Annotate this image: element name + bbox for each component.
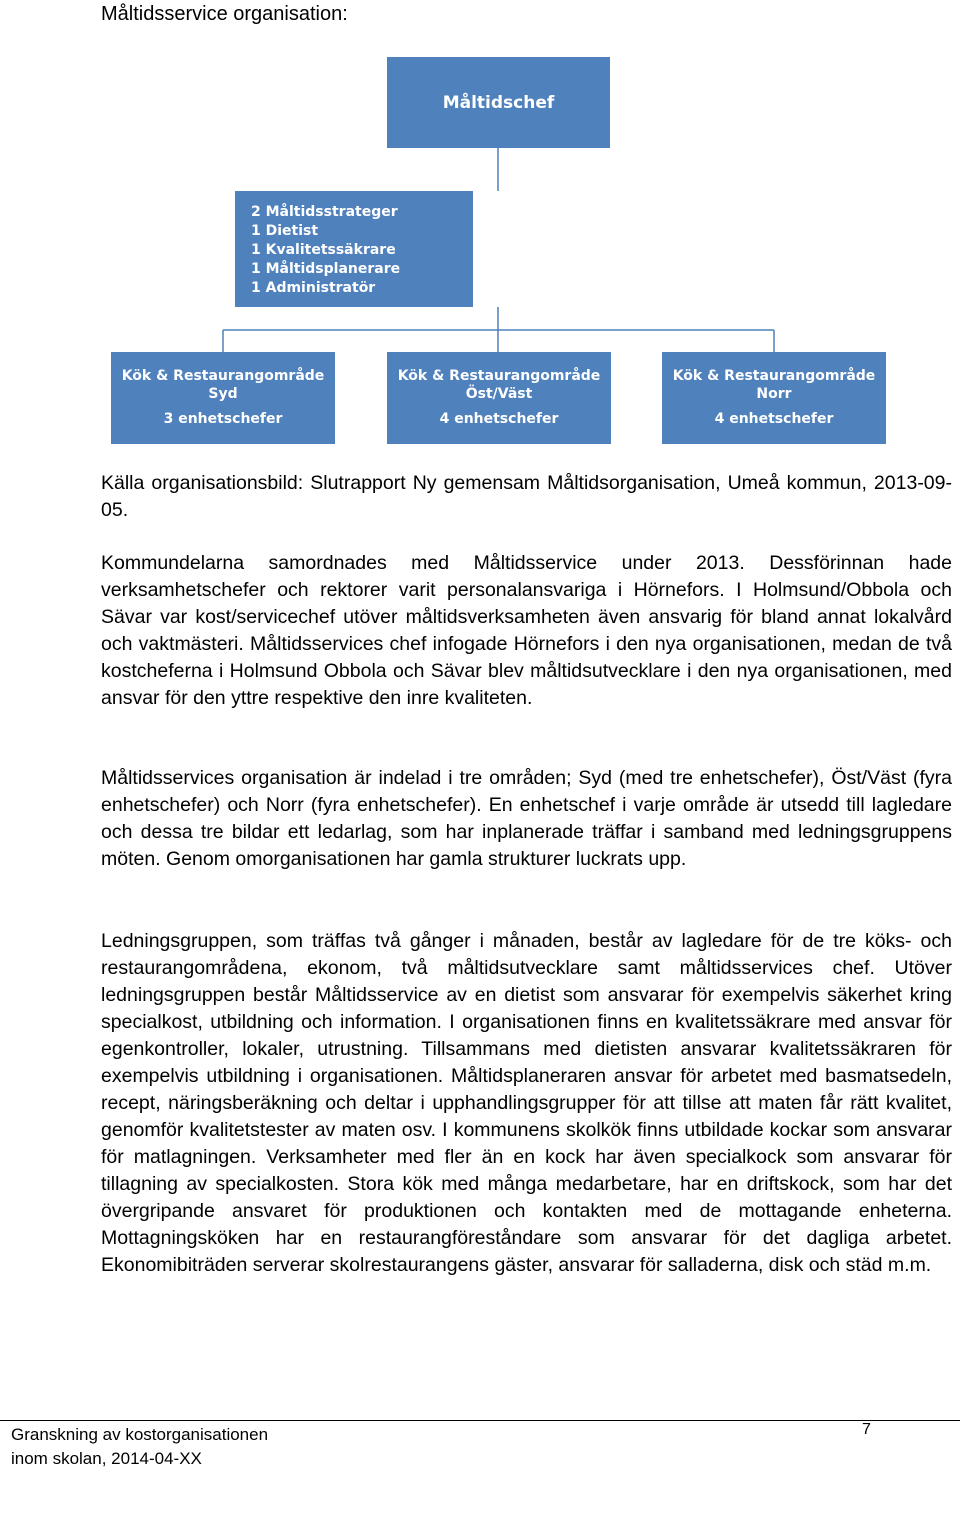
area-managers: 3 enhetschefer (163, 411, 283, 427)
staff-item: 1 Måltidsplanerare (251, 261, 401, 277)
staff-item: 1 Dietist (251, 223, 319, 239)
footer-line-2: inom skolan, 2014-04-XX (11, 1449, 202, 1468)
org-box-norr (662, 352, 886, 444)
page-number: 7 (862, 1421, 871, 1438)
footer-rule (0, 1420, 960, 1421)
org-box-maltidschef (387, 57, 610, 148)
body-paragraph-1: Kommundelarna samordnades med Måltidsservice under 2013. Dessförinnan hade verksamhetschefer och rektorer varit personalansvariga i Hörnefors. I Holmsund/Obbola och Sävar var kost/servicechef utöver måltidsverksamheten även ansvarig för bland annat lokalvård och vaktmästeri. Måltidsservices chef infogade Hörnefors i den nya organisationen, medan de två kostcheferna i Holmsund Obbola och Sävar blev måltidsutvecklare i den nya organisationen, med ansvar för den yttre respektive den inre kvaliteten. (101, 552, 952, 709)
org-chart (0, 0, 960, 460)
source-caption: Källa organisationsbild: Slutrapport Ny gemensam Måltidsorganisation, Umeå kommun, 2013-09-05. (101, 472, 952, 521)
body-paragraph-3: Ledningsgruppen, som träffas två gånger i månaden, består av lagledare för de tre köks- och restaurangområdena, ekonom, två måltidsutvecklare samt måltidsservices chef. Utöver ledningsgruppen består Måltidsservice av en dietist som ansvarar för exempelvis säkerhet kring specialkost, utbildning och information. I organisationen finns en kvalitetssäkrare med ansvar för egenkontroller, lokaler, utrustning. Tillsammans med dietisten ansvarar kvalitetssäkraren för exempelvis utbildning i organisationen. Måltidsplaneraren ansvar för arbetet med basmatsedeln, recept, näringsberäkning och deltar i upphandlingsgrupper för att tillse att maten får rätt kvalitet, genomför kvalitetstester av maten osv. I kommunens skolkök finns utbildade kockar som ansvarar för matlagningen. Verksamheter med fler än en kock har även specialkock som ansvarar för tillagning av specialkosten. Stora kök med många medarbetare, har en driftskock, som har det övergripande ansvaret för produktionen och kontakten med de mottagande enheterna. Mottagningsköken har en restaurangföreståndare som ansvarar för det dagliga arbetet. Ekonomibiträden serverar skolrestaurangens gäster, ansvarar för salladerna, disk och städ m.m. (101, 930, 952, 1276)
area-managers: 4 enhetschefer (439, 411, 559, 427)
staff-item: 2 Måltidsstrateger (251, 204, 398, 220)
staff-item: 1 Administratör (251, 280, 376, 296)
area-title: Kök & Restaurangområde (121, 368, 325, 384)
org-box-staff (235, 191, 473, 307)
staff-item: 1 Kvalitetssäkrare (251, 242, 396, 258)
area-title: Kök & Restaurangområde (397, 368, 601, 384)
body-paragraph-2: Måltidsservices organisation är indelad i tre områden; Syd (med tre enhetschefer), Öst/Väst (fyra enhetschefer) och Norr (fyra enhetschefer). En enhetschef i varje område är utsedd till lagledare och dessa tre bildar ett ledarlag, som har inplanerade träffar i samband med ledningsgruppens möten. Genom omorganisationen har gamla strukturer luckrats upp. (101, 767, 952, 870)
area-name: Öst/Väst (465, 386, 533, 402)
org-box-syd (111, 352, 335, 444)
area-name: Norr (756, 386, 792, 402)
footer-line-1: Granskning av kostorganisationen (11, 1425, 269, 1444)
area-managers: 4 enhetschefer (714, 411, 834, 427)
footer-document-title (11, 1423, 268, 1471)
section-heading: Måltidsservice organisation: (101, 3, 348, 25)
org-box-maltidschef-label: Måltidschef (442, 92, 555, 113)
org-box-ostvast (387, 352, 611, 444)
area-title: Kök & Restaurangområde (672, 368, 876, 384)
area-name: Syd (208, 386, 238, 402)
